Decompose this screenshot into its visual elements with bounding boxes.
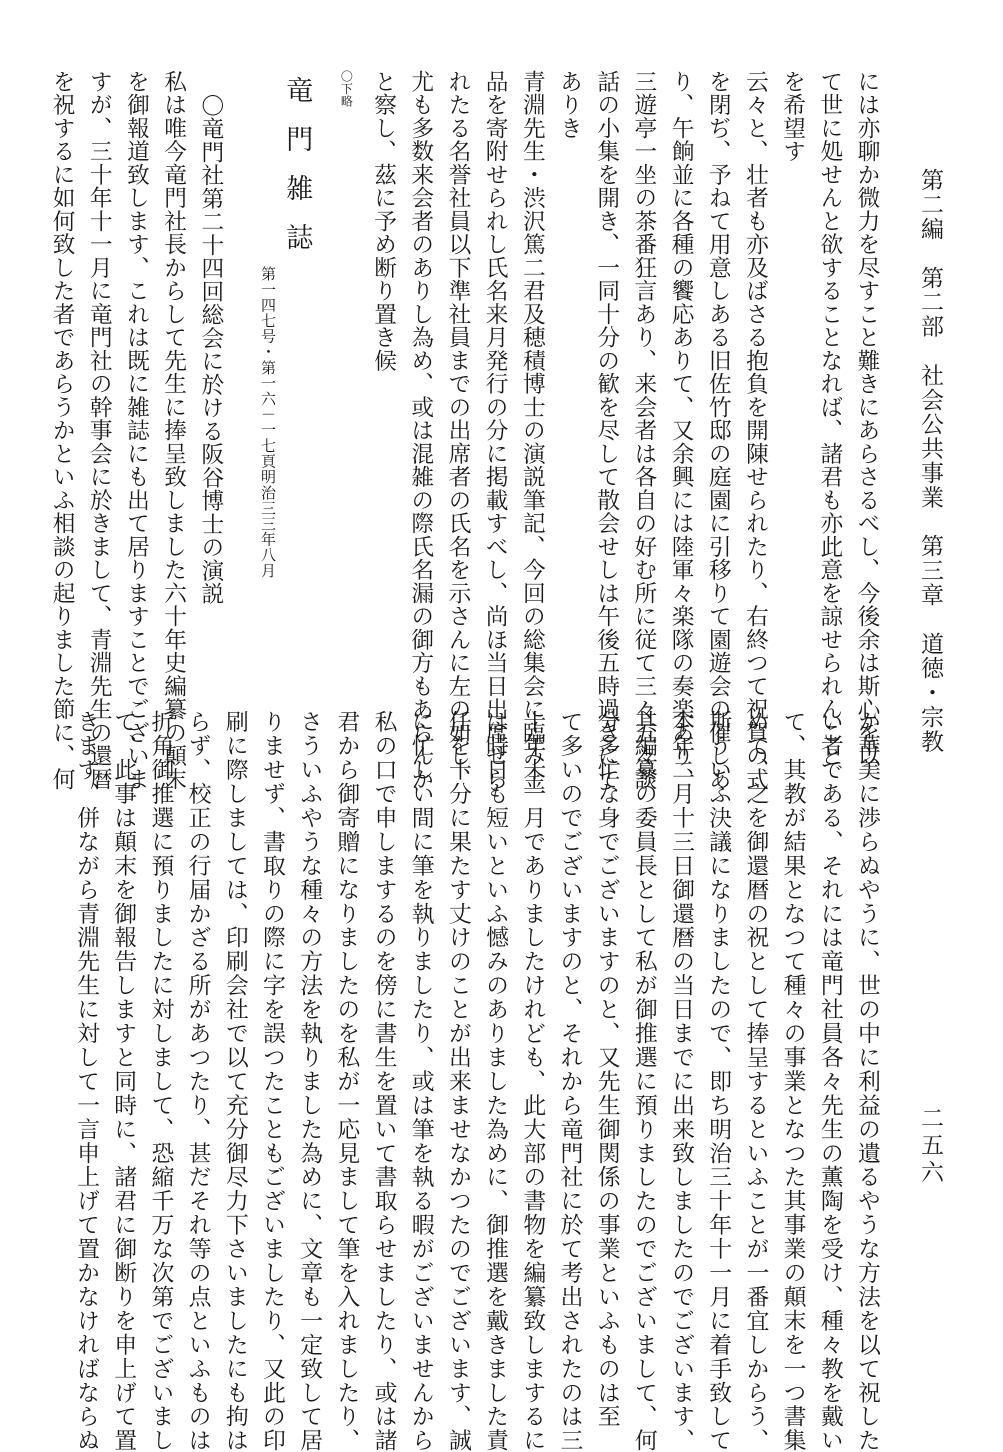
text-line: 十年十一月でありましたけれども、此大部の書物を編纂致しまするに <box>519 710 546 1452</box>
text-line: 分多忙な身でございますのと、又先生御関係の事業といふものは至 <box>593 710 620 1429</box>
text-line: は時日も短いといふ憾みのありました為めに、御推選を戴きました責 <box>482 710 509 1452</box>
omission-note: 〇下略 <box>339 70 354 108</box>
magazine-date: 明治三三年八月 <box>259 468 277 579</box>
text-line: めて、之を御還暦の祝として捧呈するといふことが一番宜しからう、 <box>742 710 769 1452</box>
text-line: 任を十分に果たす丈けのことが出来ませなかつたのでございます、誠 <box>444 710 471 1452</box>
text-line: さういふやうな種々の方法を執りました為めに、文章も一定致して居 <box>296 710 323 1452</box>
text-line: 云々と、壮者も亦及ばさる抱負を開陳せられたり、右終つて祝賀の式 <box>742 70 769 791</box>
text-line: て、此事は顛末を御報告しますと同時に、諸君に御断りを申上げて置 <box>110 710 137 1452</box>
text-line: 青淵先生・渋沢篤二君及穂積博士の演説筆記、今回の総集会に臨み金 <box>519 70 546 791</box>
text-line: を閉ぢ、予ねて用意しある旧佐竹邸の庭園に引移りて園遊会の催しあ <box>705 70 732 791</box>
magazine-meta <box>241 70 278 680</box>
text-line: て世に処せんと欲することなれば、諸君も亦此意を諒せられんこと <box>816 70 843 768</box>
text-line: て多いのでございますのと、それから竜門社に於て考出されたのは三 <box>556 710 583 1452</box>
text-line: 折角御推選に預りましたに対しまして、恐縮千万な次第でございまし <box>147 710 174 1452</box>
page-number: 二五六 <box>917 1106 943 1187</box>
lower-text-block <box>50 710 885 1452</box>
text-line: きます、併ながら青淵先生に対して一言申上げて置かなければならぬ <box>73 710 100 1452</box>
column-gap <box>315 70 327 680</box>
upper-text-block <box>49 70 885 791</box>
text-line: 君から御寄贈になりましたのを私が一応見まして筆を入れましたり、 <box>333 710 360 1452</box>
text-line: すが、三十年十一月に竜門社の幹事会に於きまして、青淵先生の還暦 <box>86 70 113 791</box>
text-line: ありき <box>556 70 583 140</box>
section-heading: 〇竜門社第二十四回総会に於ける阪谷博士の演説 <box>197 94 224 606</box>
text-line: 斯ういふ決議になりましたので、即ち明治三十年十一月に着手致して <box>705 710 732 1452</box>
magazine-issue: 第一四七号・第一六－一七頁 <box>259 266 277 469</box>
text-line: 私の口で申しまするのを傍に書生を置いて書取らせましたり、或は諸 <box>370 710 397 1452</box>
text-line: には亦聊か微力を尽すこと難きにあらさるべし、今後余は斯心を以 <box>854 70 880 768</box>
text-line: 私は唯今竜門社長からして先生に捧呈致しました六十年史編纂の顛末 <box>160 70 187 791</box>
text-line: 尤も多数来会者のありし為め、或は混雑の際氏名漏の御方もあらんか <box>407 70 434 791</box>
text-line: 其編纂の委員長として私が御推選に預りましたのでございまして、何 <box>630 710 657 1452</box>
text-line: を希望す <box>779 70 806 163</box>
text-line: 話の小集を開き、一同十分の歓を尽して散会せしは午後五時過きにて <box>593 70 620 791</box>
magazine-title: 竜門雑誌 <box>281 76 313 272</box>
text-line: か華美に渉らぬやうに、世の中に利益の遺るやうな方法を以て祝した <box>854 710 880 1452</box>
text-line: らず、校正の行届かざる所があつたり、甚だそれ等の点といふものは <box>184 710 211 1452</box>
text-line: れたる名誉社員以下準社員までの出席者の氏名を示さんに左の如し、 <box>444 70 471 791</box>
text-line: り、午餉並に各種の饗応ありて、又余興には陸軍々楽隊の奏楽あり、 <box>668 70 695 791</box>
text-line: と察し、茲に予め断り置き候 <box>370 70 397 373</box>
text-line: を祝するに如何致した者であらうかといふ相談の起りました節に、何 <box>49 70 76 791</box>
text-line: りませず、書取りの際に字を誤つたこともございましたり、又此の印 <box>259 710 285 1452</box>
text-line: い者である、それには竜門社員各々先生の薫陶を受け、種々教を戴い <box>816 710 843 1452</box>
text-line: を御報道致します、これは既に雑誌にも出て居りますことでございま <box>123 70 150 791</box>
running-head: 第二編 第二部 社会公共事業 第三章 道徳・宗教 <box>917 168 943 754</box>
text-line: 本年二月十三日御還暦の当日までに出来致しましたのでございます、 <box>668 710 695 1452</box>
text-line: に忙しい間に筆を執りましたり、或は筆を執る暇がございませんから <box>407 710 434 1452</box>
text-line: 刷に際しましては、印刷会社で以て充分御尽力下さいましたにも拘は <box>221 710 248 1452</box>
column-gap <box>229 70 241 680</box>
text-line: て、其教が結果となつて種々の事業となつた其事業の顛末を一つ書集 <box>779 710 806 1452</box>
text-line: 三遊亭一坐の茶番狂言あり、来会者は各自の好む所に従て三々五々談 <box>630 70 657 791</box>
text-line: 品を寄附せられし氏名来月発行の分に掲載すべし、尚ほ当日出席せら <box>482 70 509 791</box>
